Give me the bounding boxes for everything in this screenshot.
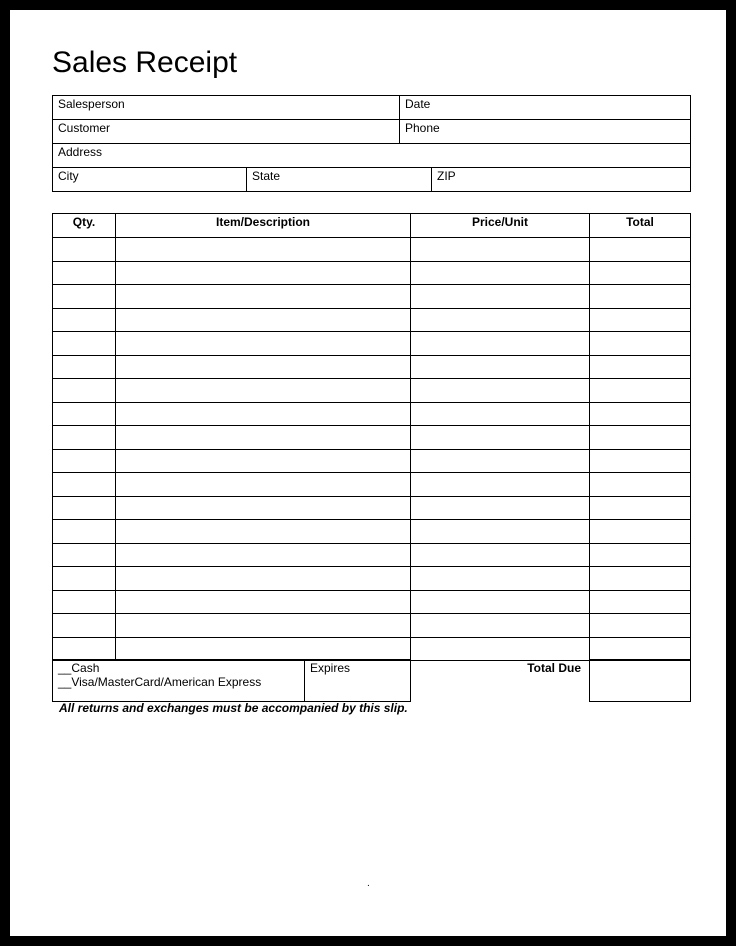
qty-cell[interactable] xyxy=(53,637,116,661)
items-table xyxy=(52,213,691,661)
total-cell[interactable] xyxy=(590,496,691,520)
price-cell[interactable] xyxy=(411,308,590,332)
price-cell[interactable] xyxy=(411,402,590,426)
price-cell[interactable] xyxy=(411,520,590,544)
phone-field[interactable]: Phone xyxy=(400,120,691,144)
item-cell[interactable] xyxy=(116,308,411,332)
item-cell[interactable] xyxy=(116,614,411,638)
qty-cell[interactable] xyxy=(53,285,116,309)
item-cell[interactable] xyxy=(116,543,411,567)
price-cell[interactable] xyxy=(411,332,590,356)
table-row xyxy=(53,520,691,544)
total-cell[interactable] xyxy=(590,355,691,379)
footer-mark: . xyxy=(367,878,370,889)
price-cell[interactable] xyxy=(411,285,590,309)
state-field[interactable]: State xyxy=(247,168,432,192)
table-row xyxy=(53,473,691,497)
price-cell[interactable] xyxy=(411,238,590,262)
receipt-page xyxy=(10,10,726,936)
price-cell[interactable] xyxy=(411,426,590,450)
total-cell[interactable] xyxy=(590,426,691,450)
total-cell[interactable] xyxy=(590,567,691,591)
table-row xyxy=(53,496,691,520)
qty-cell[interactable] xyxy=(53,238,116,262)
item-cell[interactable] xyxy=(116,379,411,403)
item-cell[interactable] xyxy=(116,520,411,544)
qty-cell[interactable] xyxy=(53,402,116,426)
price-cell[interactable] xyxy=(411,355,590,379)
total-cell[interactable] xyxy=(590,238,691,262)
total-cell[interactable] xyxy=(590,308,691,332)
table-row xyxy=(53,637,691,661)
payment-table xyxy=(52,659,691,702)
table-row xyxy=(53,567,691,591)
table-row xyxy=(53,590,691,614)
qty-cell[interactable] xyxy=(53,520,116,544)
date-field[interactable]: Date xyxy=(400,96,691,120)
total-cell[interactable] xyxy=(590,637,691,661)
price-header: Price/Unit xyxy=(411,214,590,238)
total-cell[interactable] xyxy=(590,590,691,614)
price-cell[interactable] xyxy=(411,614,590,638)
price-cell[interactable] xyxy=(411,379,590,403)
qty-cell[interactable] xyxy=(53,308,116,332)
table-row xyxy=(53,285,691,309)
total-cell[interactable] xyxy=(590,379,691,403)
item-cell[interactable] xyxy=(116,473,411,497)
price-cell[interactable] xyxy=(411,567,590,591)
address-field[interactable]: Address xyxy=(53,144,691,168)
table-row xyxy=(53,355,691,379)
customer-info-table xyxy=(52,95,691,192)
item-cell[interactable] xyxy=(116,637,411,661)
item-cell[interactable] xyxy=(116,261,411,285)
price-cell[interactable] xyxy=(411,543,590,567)
item-cell[interactable] xyxy=(116,355,411,379)
total-due-label: Total Due xyxy=(527,660,581,675)
payment-method-cell xyxy=(53,660,305,702)
qty-cell[interactable] xyxy=(53,332,116,356)
qty-cell[interactable] xyxy=(53,496,116,520)
price-cell[interactable] xyxy=(411,637,590,661)
qty-cell[interactable] xyxy=(53,614,116,638)
table-row xyxy=(53,308,691,332)
table-row xyxy=(53,238,691,262)
qty-cell[interactable] xyxy=(53,590,116,614)
item-cell[interactable] xyxy=(116,496,411,520)
total-cell[interactable] xyxy=(590,449,691,473)
table-row xyxy=(53,261,691,285)
city-field[interactable]: City xyxy=(53,168,247,192)
total-cell[interactable] xyxy=(590,543,691,567)
page-title: Sales Receipt xyxy=(52,46,238,79)
table-row xyxy=(53,543,691,567)
qty-cell[interactable] xyxy=(53,355,116,379)
table-row xyxy=(53,379,691,403)
total-cell[interactable] xyxy=(590,332,691,356)
table-row xyxy=(53,614,691,638)
item-cell[interactable] xyxy=(116,449,411,473)
item-cell[interactable] xyxy=(116,426,411,450)
qty-cell[interactable] xyxy=(53,379,116,403)
qty-cell[interactable] xyxy=(53,567,116,591)
table-row xyxy=(53,449,691,473)
qty-cell[interactable] xyxy=(53,261,116,285)
card-option[interactable]: __Visa/MasterCard/American Express xyxy=(58,675,262,689)
item-cell[interactable] xyxy=(116,567,411,591)
qty-cell[interactable] xyxy=(53,426,116,450)
total-cell[interactable] xyxy=(590,473,691,497)
price-cell[interactable] xyxy=(411,261,590,285)
price-cell[interactable] xyxy=(411,496,590,520)
zip-field[interactable]: ZIP xyxy=(432,168,691,192)
price-cell[interactable] xyxy=(411,473,590,497)
total-cell[interactable] xyxy=(590,402,691,426)
total-due-field[interactable] xyxy=(590,660,691,702)
item-cell[interactable] xyxy=(116,332,411,356)
qty-cell[interactable] xyxy=(53,473,116,497)
item-header: Item/Description xyxy=(116,214,411,238)
expires-field[interactable]: Expires xyxy=(305,660,411,702)
total-header: Total xyxy=(590,214,691,238)
customer-field[interactable]: Customer xyxy=(53,120,400,144)
total-cell[interactable] xyxy=(590,614,691,638)
qty-header: Qty. xyxy=(53,214,116,238)
total-cell[interactable] xyxy=(590,520,691,544)
item-cell[interactable] xyxy=(116,402,411,426)
price-cell[interactable] xyxy=(411,449,590,473)
total-cell[interactable] xyxy=(590,261,691,285)
table-row xyxy=(53,402,691,426)
cash-option[interactable]: __Cash xyxy=(58,661,100,675)
returns-note: All returns and exchanges must be accompanied by this slip. xyxy=(59,701,408,715)
qty-cell[interactable] xyxy=(53,449,116,473)
price-cell[interactable] xyxy=(411,590,590,614)
item-cell[interactable] xyxy=(116,238,411,262)
table-row xyxy=(53,332,691,356)
item-cell[interactable] xyxy=(116,285,411,309)
salesperson-field[interactable]: Salesperson xyxy=(53,96,400,120)
item-cell[interactable] xyxy=(116,590,411,614)
table-row xyxy=(53,426,691,450)
qty-cell[interactable] xyxy=(53,543,116,567)
total-cell[interactable] xyxy=(590,285,691,309)
